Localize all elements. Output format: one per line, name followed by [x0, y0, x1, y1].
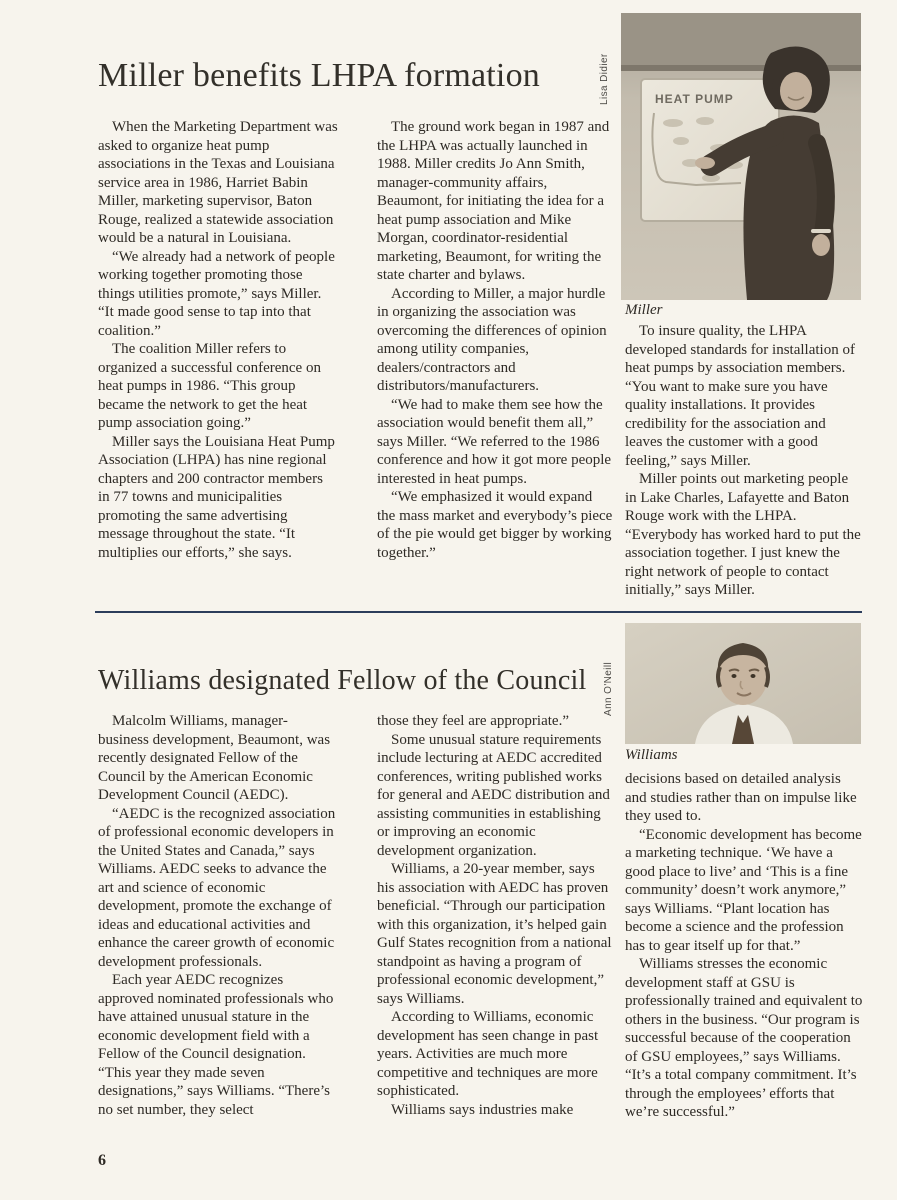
- miller-photo-caption: Miller: [625, 302, 663, 318]
- paragraph: “AEDC is the recognized association of professional economic developers in the United States and Canada,” says Williams. AEDC seeks to advance the art and science of economic development, promote the exchange of ideas and educational activities and enhance the career growth of economic development professionals.: [98, 805, 336, 970]
- paragraph: Williams says industries make: [391, 1101, 574, 1118]
- paragraph: Williams, a 20-year member, says his association with AEDC has proven beneficial. “Through our participation with this organization, it’s helped gain Gulf States recognition from a national standpoint as having a program of professional economic development,” says Williams.: [377, 861, 612, 1007]
- paragraph: “We already had a network of people working together promoting those things utilities promote,” says Miller. “It made good sense to tap into that coalition.”: [98, 248, 335, 339]
- williams-article-title: Williams designated Fellow of the Council: [98, 665, 587, 697]
- williams-photo-illustration: [625, 623, 861, 744]
- paragraph: The ground work began in 1987 and the LHPA was actually launched in 1988. Miller credits Jo Ann Smith, manager-community affairs, Beaumont, for initiating the idea for a heat pump association and Mike Morgan, coordinator-residential marketing, Beaumont, for writing the state charter and bylaws.: [377, 119, 610, 283]
- miller-photo: [621, 13, 861, 300]
- miller-article-title: Miller benefits LHPA formation: [98, 56, 540, 94]
- paragraph: “We emphasized it would expand the mass market and everybody’s piece of the pie would get bigger by working together.”: [377, 489, 613, 561]
- paragraph: According to Williams, economic development has seen change in past years. Activities are much more competitive and techniques are more sophisticated.: [377, 1009, 599, 1099]
- paragraph: Miller says the Louisiana Heat Pump Association (LHPA) has nine regional chapters and 200 contractor members in 77 towns and municipalities promoting the same advertising message throughout the state. “It multiplies our efforts,” she says.: [98, 433, 335, 561]
- paragraph: those they feel are appropriate.”: [377, 713, 569, 729]
- paragraph: decisions based on detailed analysis and studies rather than on impulse like they used to.: [625, 771, 857, 824]
- paragraph: “We had to make them see how the association would benefit them all,” says Miller. “We referred to the 1986 conference and how it got more people interested in heat pumps.: [377, 396, 612, 487]
- paragraph: Some unusual stature requirements include lecturing at AEDC accredited conferences, writing published works for general and AEDC distribution and assisting communities in establishing or improving an economic development organization.: [377, 731, 610, 859]
- paragraph: According to Miller, a major hurdle in organizing the association was overcoming the differences of opinion among utility companies, dealers/contractors and distributors/manufacturers.: [377, 285, 607, 394]
- williams-column-1: [98, 712, 338, 1119]
- williams-column-3: [625, 770, 863, 1122]
- miller-column-1: [98, 118, 338, 562]
- paragraph: When the Marketing Department was asked to organize heat pump associations in the Texas and Louisiana service area in 1986, Harriet Babin Miller, marketing supervisor, Baton Rouge, realized a statewide association would be a natural in Louisiana.: [98, 119, 338, 246]
- paragraph: The coalition Miller refers to organized a successful conference on heat pumps in 1986. “This group became the network to get the heat pump association going.”: [98, 341, 321, 431]
- williams-photo: [625, 623, 861, 744]
- paragraph: Malcolm Williams, manager-business development, Beaumont, was recently designated Fellow of the Council by the American Economic Development Council (AEDC).: [98, 713, 331, 803]
- williams-column-2: [377, 712, 613, 1119]
- paragraph: To insure quality, the LHPA developed standards for installation of heat pumps by association members. “You want to make sure you have quality installations. It provides credibility for the association and leaves the customer with a good feeling,” says Miller.: [625, 323, 855, 469]
- miller-column-3: [625, 322, 863, 600]
- board-title-text: HEAT PUMP: [655, 92, 734, 106]
- paragraph: “Economic development has become a marketing technique. ‘We have a good place to live’ and ‘This is a fine community’ doesn’t work anymore,” says Williams. “Plant location has become a science and the profession has to gear itself up for that.”: [625, 826, 862, 954]
- williams-photo-caption: Williams: [625, 747, 678, 763]
- paragraph: Williams stresses the economic development staff at GSU is professionally trained and equivalent to others in the business. “Our program is successful because of the cooperation of GSU employees,” says Williams. “It’s a total company commitment. It’s through the employees’ efforts that we’re successful.”: [625, 956, 863, 1120]
- page-number: 6: [98, 1152, 106, 1169]
- miller-photo-illustration: [621, 13, 861, 300]
- paragraph: Miller points out marketing people in Lake Charles, Lafayette and Baton Rouge work with the LHPA. “Everybody has worked hard to put the association together. I just knew the right network of people to contact initially,” says Miller.: [625, 471, 861, 598]
- williams-photo-credit: Ann O'Neill: [603, 661, 614, 716]
- miller-column-2: [377, 118, 613, 562]
- section-divider-rule: [95, 611, 862, 613]
- miller-photo-credit: Lisa Didier: [599, 53, 610, 105]
- paragraph: Each year AEDC recognizes approved nominated professionals who have attained unusual stature in the economic development field with a Fellow of the Council designation. “This year they made seven designations,” says Williams. “There’s no set number, they select: [98, 972, 334, 1118]
